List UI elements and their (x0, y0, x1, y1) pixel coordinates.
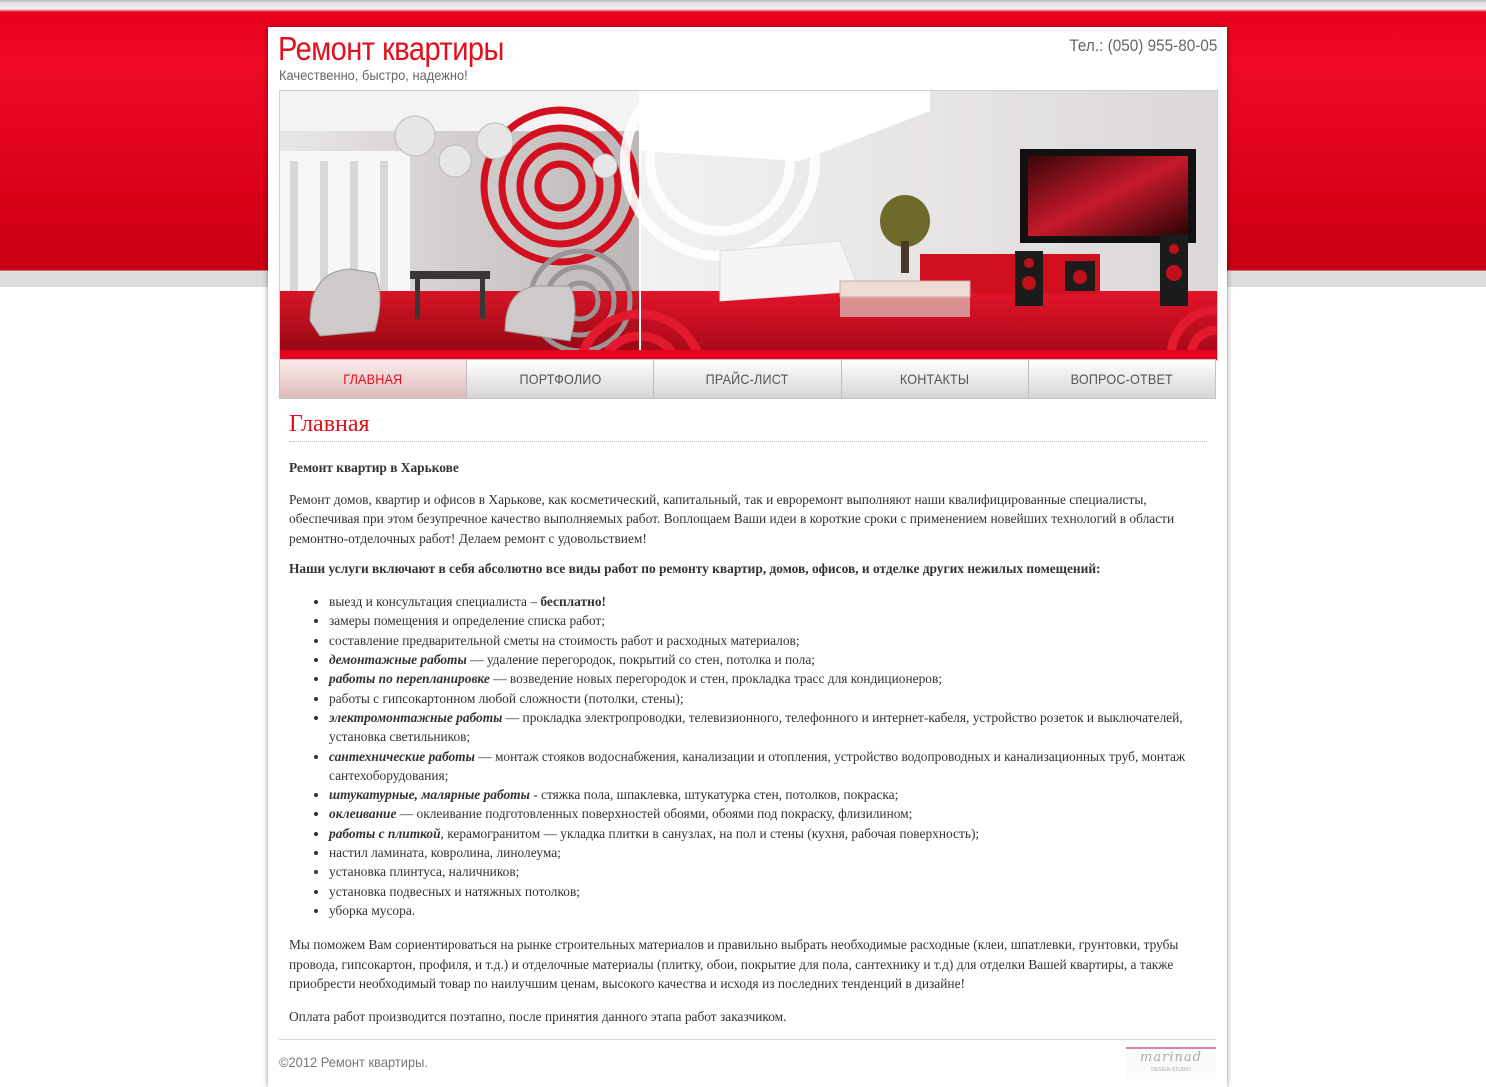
list-item-text: выезд и консультация специалиста – (329, 594, 541, 610)
list-item-text: , керамогранитом — укладка плитки в санузлах, на пол и стены (кухня, рабочая поверхность); (440, 825, 980, 841)
nav-item-faq[interactable] (1028, 360, 1215, 398)
list-item-lead: работы по перепланировке (329, 671, 490, 687)
site-title[interactable]: Ремонт квартиры (278, 30, 504, 67)
list-item (329, 901, 1207, 920)
list-item-text: установка подвесных и натяжных потолков; (329, 883, 581, 899)
list-item-lead: оклеивание (329, 806, 397, 822)
list-item (329, 785, 1207, 804)
list-item-text: уборка мусора. (329, 902, 416, 918)
list-item (329, 824, 1207, 843)
site-slogan: Качественно, быстро, надежно! (279, 67, 468, 83)
list-item (329, 804, 1207, 823)
list-item (329, 631, 1207, 650)
content-subheading: Ремонт квартир в Харькове (289, 460, 459, 475)
list-item-text: — возведение новых перегородок и стен, прокладка трасс для кондиционеров; (489, 671, 943, 687)
list-item-emphasis: бесплатно! (540, 594, 606, 610)
nav-item-price-list[interactable] (653, 360, 840, 398)
list-item-text: установка плинтуса, наличников; (329, 864, 520, 880)
list-item (329, 862, 1207, 881)
phone-number: Тел.: (050) 955-80-05 (1069, 36, 1217, 55)
list-item (329, 882, 1207, 901)
list-item (329, 592, 1207, 611)
services-list (289, 592, 1207, 920)
nav-item-contacts-label: КОНТАКТЫ (899, 371, 970, 387)
page-container (268, 27, 1227, 1087)
list-item-text: составление предварительной сметы на стоимость работ и расходных материалов; (329, 632, 800, 648)
list-item-lead: штукатурные, малярные работы (329, 787, 530, 803)
materials-paragraph: Мы поможем Вам сориентироваться на рынке строительных материалов и правильно выбрать необходимые расходные (клеи, шпатлевки, грунтовки, трубы провода, гипсокартон, профиля, и т.д.) и отделочные материалы (плитку, обои, покрытие для пола, сантехнику и т.д) для отделки Вашей квартиры, а также приобрести необходимый товар по наилучшим ценам, высокого качества и исходя из последних тенденций в дизайне! (289, 937, 1179, 991)
list-item-text: замеры помещения и определение списка работ; (329, 613, 606, 629)
list-item (329, 747, 1207, 786)
studio-logo-subtitle: DESIGN STUDIO (1151, 1067, 1191, 1073)
nav-item-faq-label: ВОПРОС-ОТВЕТ (1070, 371, 1174, 387)
hero-banner-image (279, 90, 1218, 361)
studio-logo-name: marinad (1140, 1050, 1202, 1065)
services-title: Наши услуги включают в себя абсолютно все виды работ по ремонту квартир, домов, офисов, и отделке других нежилых помещений: (289, 560, 1101, 576)
nav-item-home[interactable] (280, 360, 466, 398)
list-item (329, 669, 1207, 688)
list-item (329, 611, 1207, 630)
list-item-text: — монтаж стояков водоснабжения, канализации и отопления, устройство водопроводных и канализационных труб, монтаж сантехоборудования; (329, 748, 1186, 783)
page-title: Главная (289, 411, 1207, 442)
list-item (329, 650, 1207, 669)
list-item-lead: электромонтажные работы (329, 709, 503, 725)
list-item-text: — оклеивание подготовленных поверхностей обоями, обоями под покраску, флизилином; (396, 806, 913, 822)
nav-item-contacts[interactable] (841, 360, 1028, 398)
list-item-text: работы с гипсокартонном любой сложности (потолки, стены); (329, 690, 684, 706)
list-item (329, 843, 1207, 862)
main-navigation (279, 359, 1216, 399)
list-item-text: - стяжка пола, шпаклевка, штукатурка стен, потолков, покраска; (529, 787, 899, 803)
nav-item-portfolio-label: ПОРТФОЛИО (519, 371, 602, 387)
nav-item-portfolio[interactable] (466, 360, 653, 398)
design-studio-logo[interactable] (1126, 1047, 1216, 1079)
list-item-lead: демонтажные работы (329, 652, 467, 668)
list-item-text: настил ламината, ковролина, линолеума; (329, 845, 561, 861)
list-item (329, 689, 1207, 708)
footer (279, 1039, 1216, 1073)
nav-item-price-list-label: ПРАЙС-ЛИСТ (706, 371, 789, 387)
nav-item-home-label: ГЛАВНАЯ (343, 371, 403, 387)
main-content (289, 411, 1207, 1026)
payment-paragraph: Оплата работ производится поэтапно, после принятия данного этапа работ заказчиком. (289, 1009, 787, 1025)
intro-paragraph: Ремонт домов, квартир и офисов в Харькове, как косметический, капитальный, так и евроремонт выполняют наши квалифицированные специалисты, обеспечивая при этом безупречное качество выполняемых работ. Воплощаем Ваши идеи в короткие сроки с применением новейших технологий в области ремонтно-отделочных работ! Делаем ремонт с удовольствием! (289, 492, 1175, 546)
copyright-text: ©2012 Ремонт квартиры. (279, 1054, 428, 1070)
list-item (329, 708, 1207, 747)
list-item-text: — прокладка электропроводки, телевизионного, телефонного и интернет-кабеля, устройство розеток и выключателей, установка светильников; (329, 709, 1183, 745)
list-item-lead: работы с плиткой (329, 825, 441, 841)
list-item-lead: сантехнические работы (329, 748, 475, 764)
list-item-text: — удаление перегородок, покрытий со стен, потолка и пола; (466, 652, 815, 668)
